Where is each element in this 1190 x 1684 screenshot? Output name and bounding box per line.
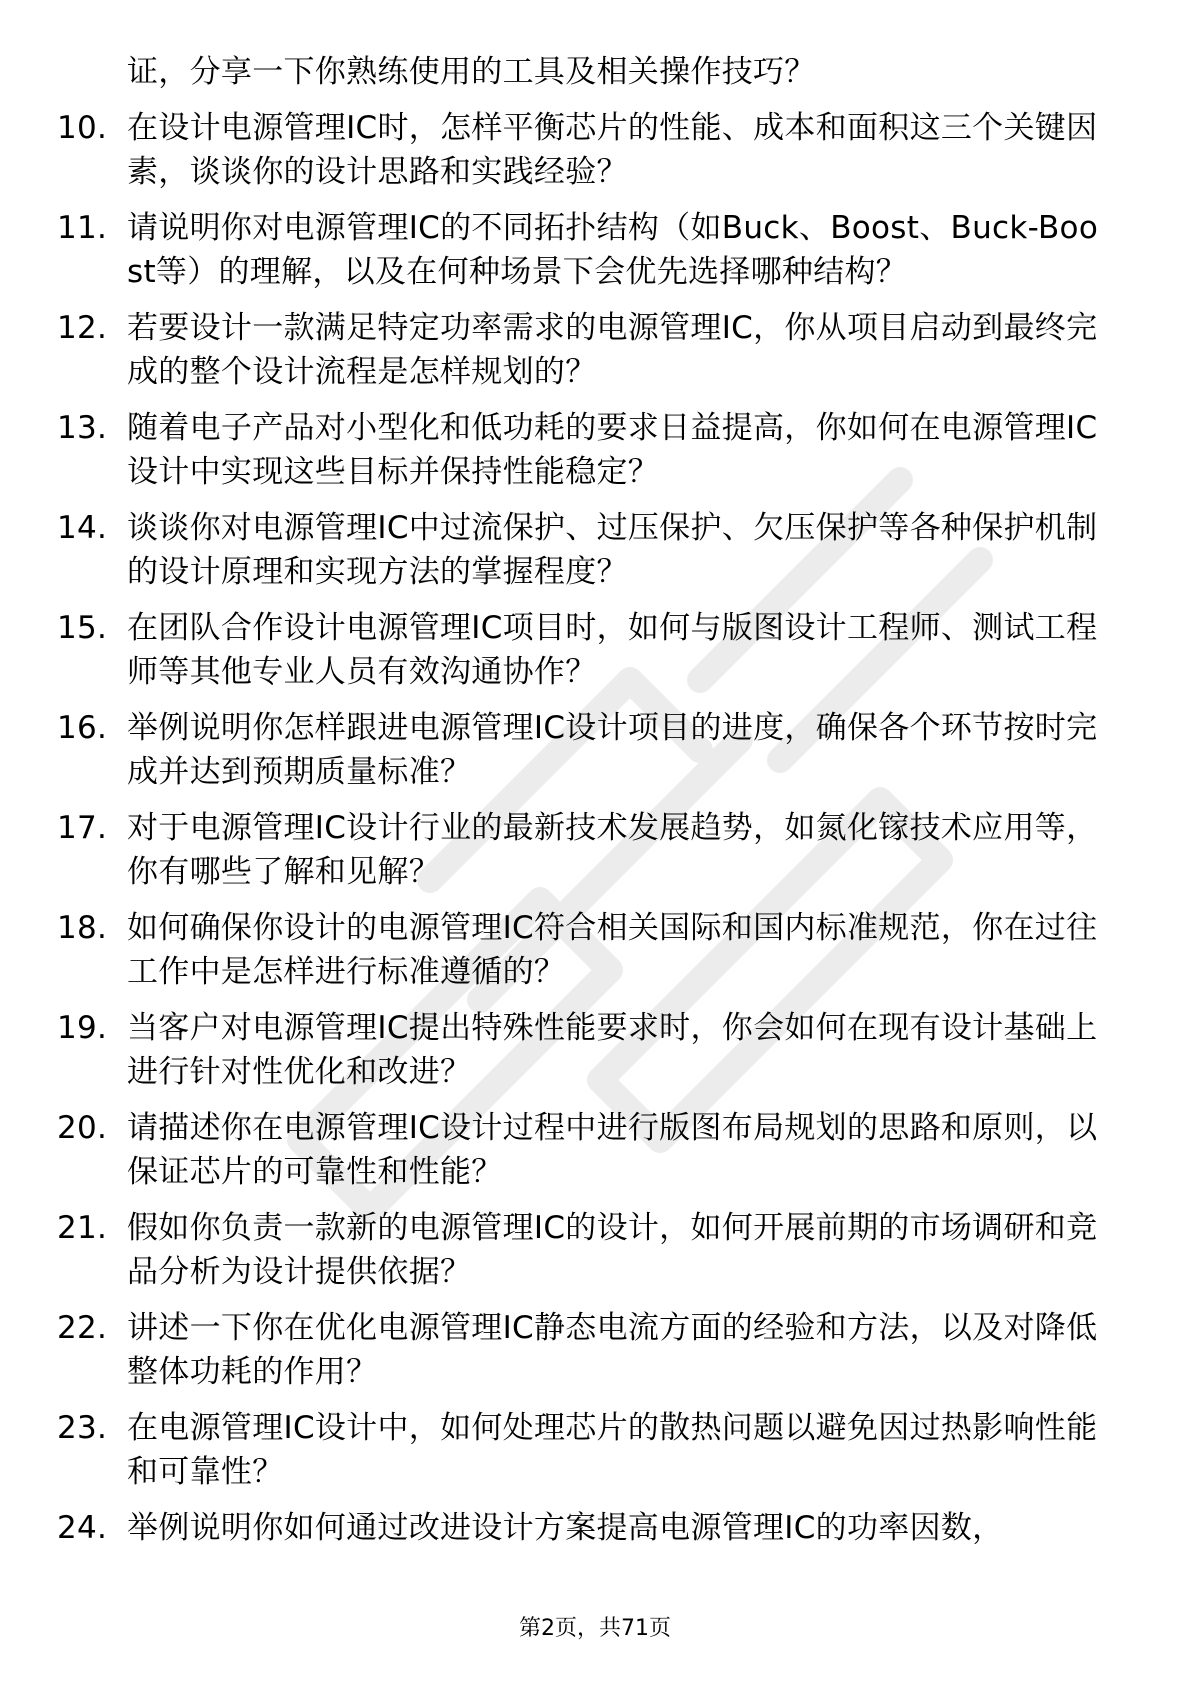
- question-number: 15.: [57, 610, 108, 646]
- question-number: 14.: [57, 510, 108, 546]
- question-item: [0, 1306, 1190, 1394]
- question-text: 当客户对电源管理IC提出特殊性能要求时，你会如何在现有设计基础上进行针对性优化和改进？: [127, 1010, 1098, 1090]
- question-number: 23.: [57, 1410, 108, 1446]
- question-text: 如何确保你设计的电源管理IC符合相关国际和国内标准规范，你在过往工作中是怎样进行标准遵循的？: [127, 910, 1098, 990]
- question-text: 证，分享一下你熟练使用的工具及相关操作技巧？: [127, 54, 816, 90]
- question-text: 请描述你在电源管理IC设计过程中进行版图布局规划的思路和原则，以保证芯片的可靠性和性能？: [127, 1110, 1098, 1190]
- question-number: 21.: [57, 1210, 108, 1246]
- question-text: 讲述一下你在优化电源管理IC静态电流方面的经验和方法，以及对降低整体功耗的作用？: [127, 1310, 1098, 1390]
- question-list: [0, 50, 1190, 1562]
- question-number: 22.: [57, 1310, 108, 1346]
- question-item: [0, 906, 1190, 994]
- question-item: [0, 506, 1190, 594]
- question-text: 假如你负责一款新的电源管理IC的设计，如何开展前期的市场调研和竞品分析为设计提供依据？: [127, 1210, 1098, 1290]
- question-number: 12.: [57, 310, 108, 346]
- question-item: [0, 1006, 1190, 1094]
- question-number: 16.: [57, 710, 108, 746]
- question-number: 11.: [57, 210, 108, 246]
- page-footer: [0, 1614, 1190, 1644]
- question-text: 在团队合作设计电源管理IC项目时，如何与版图设计工程师、测试工程师等其他专业人员有效沟通协作？: [127, 610, 1098, 690]
- question-item: [0, 606, 1190, 694]
- question-text: 在设计电源管理IC时，怎样平衡芯片的性能、成本和面积这三个关键因素，谈谈你的设计思路和实践经验？: [127, 110, 1098, 190]
- question-text: 若要设计一款满足特定功率需求的电源管理IC，你从项目启动到最终完成的整个设计流程是怎样规划的？: [127, 310, 1098, 390]
- question-text: 在电源管理IC设计中，如何处理芯片的散热问题以避免因过热影响性能和可靠性？: [127, 1410, 1098, 1490]
- question-item: [0, 306, 1190, 394]
- question-text: 随着电子产品对小型化和低功耗的要求日益提高，你如何在电源管理IC设计中实现这些目标并保持性能稳定？: [127, 410, 1098, 490]
- question-item: [0, 1206, 1190, 1294]
- question-item: [0, 1506, 1190, 1550]
- question-item: [0, 806, 1190, 894]
- page-number-label: 第2页，共71页: [519, 1616, 671, 1641]
- question-item: [0, 706, 1190, 794]
- question-item: [0, 1406, 1190, 1494]
- question-number: 18.: [57, 910, 108, 946]
- question-item: [0, 1106, 1190, 1194]
- question-text: 对于电源管理IC设计行业的最新技术发展趋势，如氮化镓技术应用等，你有哪些了解和见解？: [127, 810, 1098, 890]
- question-text: 谈谈你对电源管理IC中过流保护、过压保护、欠压保护等各种保护机制的设计原理和实现方法的掌握程度？: [127, 510, 1098, 590]
- question-number: 19.: [57, 1010, 108, 1046]
- question-number: 10.: [57, 110, 108, 146]
- question-item: [0, 406, 1190, 494]
- question-item: [0, 206, 1190, 294]
- question-number: 24.: [57, 1510, 108, 1546]
- question-item: [0, 106, 1190, 194]
- question-text: 请说明你对电源管理IC的不同拓扑结构（如Buck、Boost、Buck-Boost等）的理解，以及在何种场景下会优先选择哪种结构？: [127, 210, 1099, 290]
- question-text: 举例说明你怎样跟进电源管理IC设计项目的进度，确保各个环节按时完成并达到预期质量标准？: [127, 710, 1098, 790]
- question-number: 20.: [57, 1110, 108, 1146]
- question-text: 举例说明你如何通过改进设计方案提高电源管理IC的功率因数，: [127, 1510, 1004, 1546]
- question-number: 17.: [57, 810, 108, 846]
- question-number: 13.: [57, 410, 108, 446]
- question-item: [0, 50, 1190, 94]
